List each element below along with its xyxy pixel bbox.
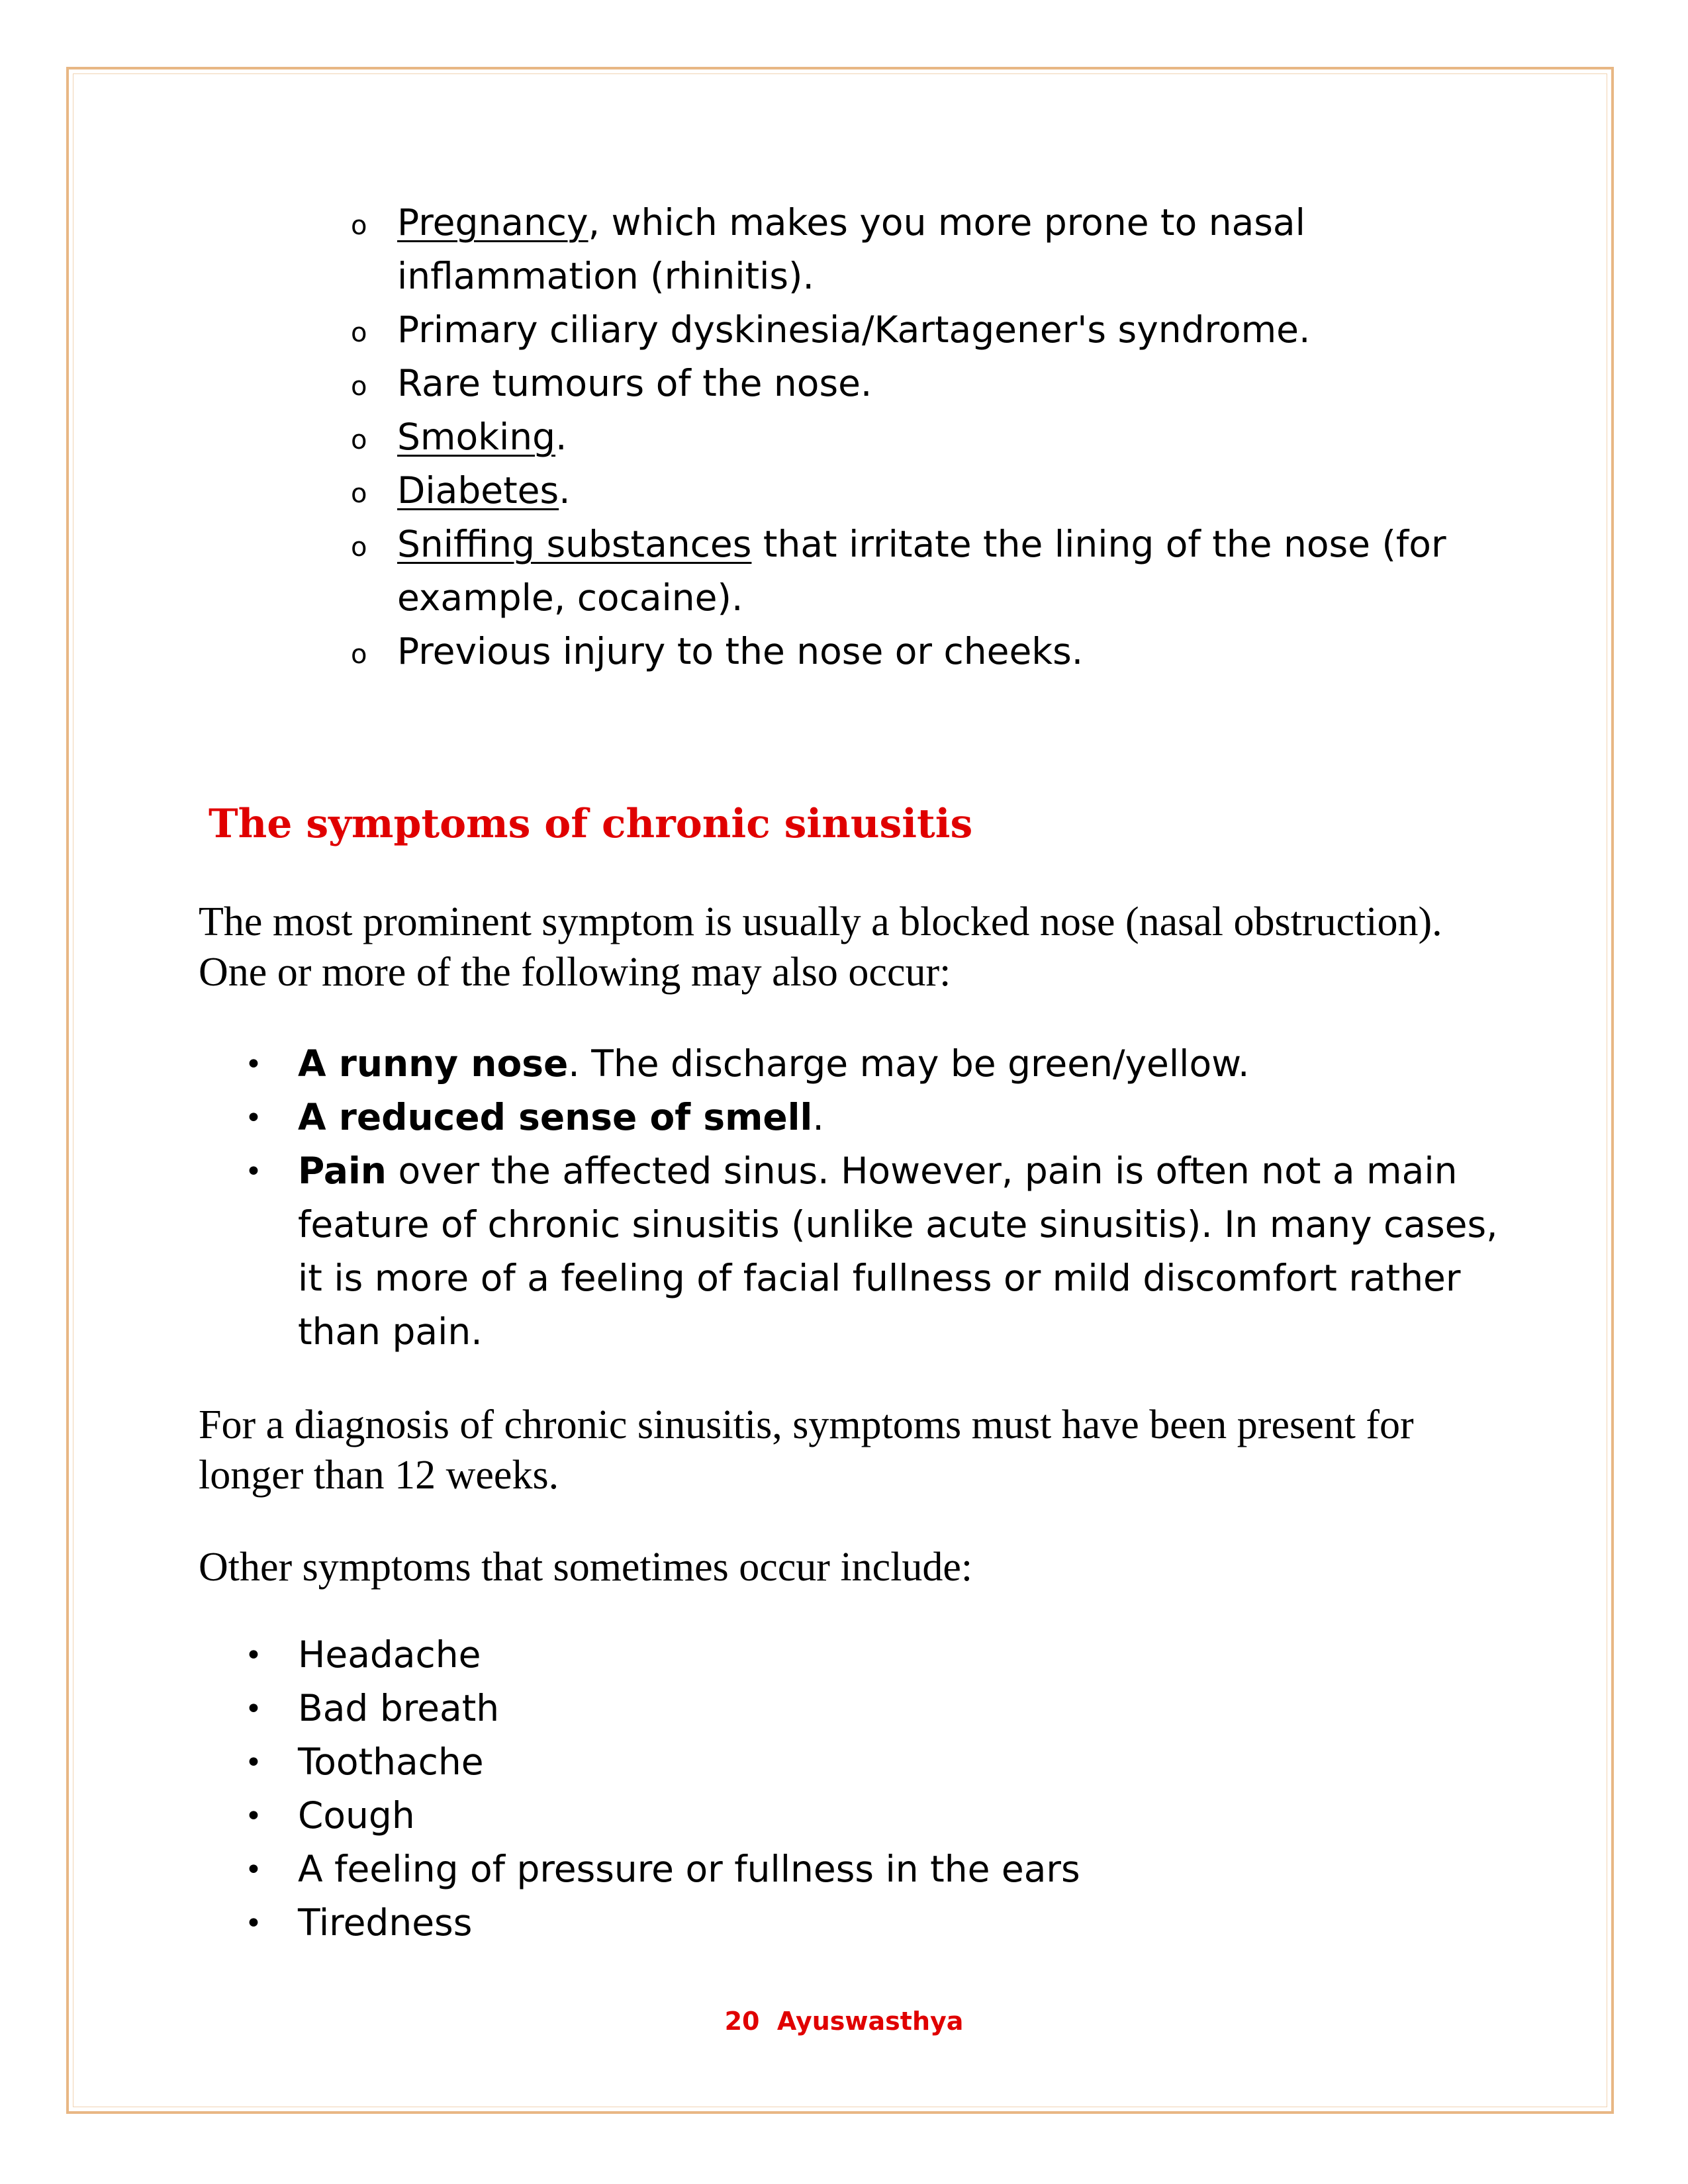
smoking-link[interactable]: Smoking bbox=[397, 416, 556, 458]
list-item-text: Headache bbox=[298, 1633, 481, 1676]
bullet-marker: • bbox=[245, 1048, 262, 1081]
list-item bbox=[245, 1037, 1503, 1091]
list-item bbox=[351, 357, 1476, 410]
page-footer bbox=[0, 2007, 1688, 2036]
list-item bbox=[245, 1682, 1503, 1735]
list-marker: o bbox=[351, 478, 367, 509]
diagnosis-paragraph: For a diagnosis of chronic sinusitis, symptoms must have been present for longer than 12 weeks. bbox=[199, 1402, 1414, 1498]
list-marker: o bbox=[351, 318, 367, 348]
bullet-marker: • bbox=[245, 1907, 262, 1940]
main-symptoms-list bbox=[245, 1037, 1503, 1359]
other-symptoms-list bbox=[245, 1628, 1503, 1950]
symptom-title: Pain bbox=[298, 1150, 387, 1192]
list-item-text: Toothache bbox=[298, 1741, 484, 1783]
section-heading: The symptoms of chronic sinusitis bbox=[209, 801, 973, 847]
intro-paragraph: The most prominent symptom is usually a blocked nose (nasal obstruction). One or more of the following may also occur: bbox=[199, 899, 1442, 995]
list-marker: o bbox=[351, 210, 367, 241]
list-item-text: Cough bbox=[298, 1794, 415, 1837]
bullet-marker: • bbox=[245, 1746, 262, 1780]
list-item bbox=[351, 303, 1476, 357]
list-item bbox=[245, 1091, 1503, 1144]
symptom-title: A runny nose bbox=[298, 1042, 569, 1085]
list-item-text: Tiredness bbox=[298, 1901, 473, 1944]
risk-factor-list bbox=[351, 196, 1476, 678]
bullet-marker: • bbox=[245, 1155, 262, 1189]
list-item bbox=[351, 464, 1476, 518]
list-item bbox=[245, 1896, 1503, 1950]
list-item-text: . bbox=[559, 469, 571, 512]
list-item bbox=[245, 1628, 1503, 1682]
pregnancy-link[interactable]: Pregnancy bbox=[397, 201, 588, 244]
list-item bbox=[245, 1735, 1503, 1789]
list-marker: o bbox=[351, 425, 367, 455]
list-item-text: . bbox=[555, 416, 567, 458]
list-item bbox=[351, 518, 1476, 625]
list-item-text: Rare tumours of the nose. bbox=[397, 362, 872, 404]
other-symptoms-intro: Other symptoms that sometimes occur include: bbox=[199, 1545, 973, 1590]
list-marker: o bbox=[351, 639, 367, 670]
symptom-title: A reduced sense of smell bbox=[298, 1096, 813, 1138]
list-item-text: Bad breath bbox=[298, 1687, 500, 1729]
list-item bbox=[351, 410, 1476, 464]
bullet-marker: • bbox=[245, 1853, 262, 1887]
list-marker: o bbox=[351, 371, 367, 402]
diabetes-link[interactable]: Diabetes bbox=[397, 469, 559, 512]
list-item bbox=[245, 1144, 1503, 1359]
list-item-text: , which makes you more prone to nasal inflammation (rhinitis). bbox=[397, 201, 1305, 297]
list-item-text: that irritate the lining of the nose (for example, cocaine). bbox=[397, 523, 1446, 619]
symptom-text: . The discharge may be green/yellow. bbox=[568, 1042, 1250, 1085]
list-item bbox=[245, 1789, 1503, 1843]
symptom-text: over the affected sinus. However, pain is often not a main feature of chronic sinusitis (unlike acute sinusitis). In many cases, it is more of a feeling of facial fullness or mild discomfort rather than pain. bbox=[298, 1150, 1498, 1353]
list-item bbox=[351, 625, 1476, 678]
list-marker: o bbox=[351, 532, 367, 563]
symptom-text: . bbox=[812, 1096, 824, 1138]
list-item bbox=[351, 196, 1476, 303]
list-item-text: Previous injury to the nose or cheeks. bbox=[397, 630, 1084, 672]
bullet-marker: • bbox=[245, 1692, 262, 1726]
list-item-text: Primary ciliary dyskinesia/Kartagener's syndrome. bbox=[397, 308, 1311, 351]
list-item bbox=[245, 1843, 1503, 1896]
list-item-text: A feeling of pressure or fullness in the ears bbox=[298, 1848, 1080, 1890]
page-number: 20 bbox=[724, 2007, 760, 2036]
sniffing-substances-link[interactable]: Sniffing substances bbox=[397, 523, 752, 565]
footer-brand: Ayuswasthya bbox=[776, 2007, 964, 2036]
bullet-marker: • bbox=[245, 1799, 262, 1833]
bullet-marker: • bbox=[245, 1639, 262, 1672]
bullet-marker: • bbox=[245, 1101, 262, 1135]
